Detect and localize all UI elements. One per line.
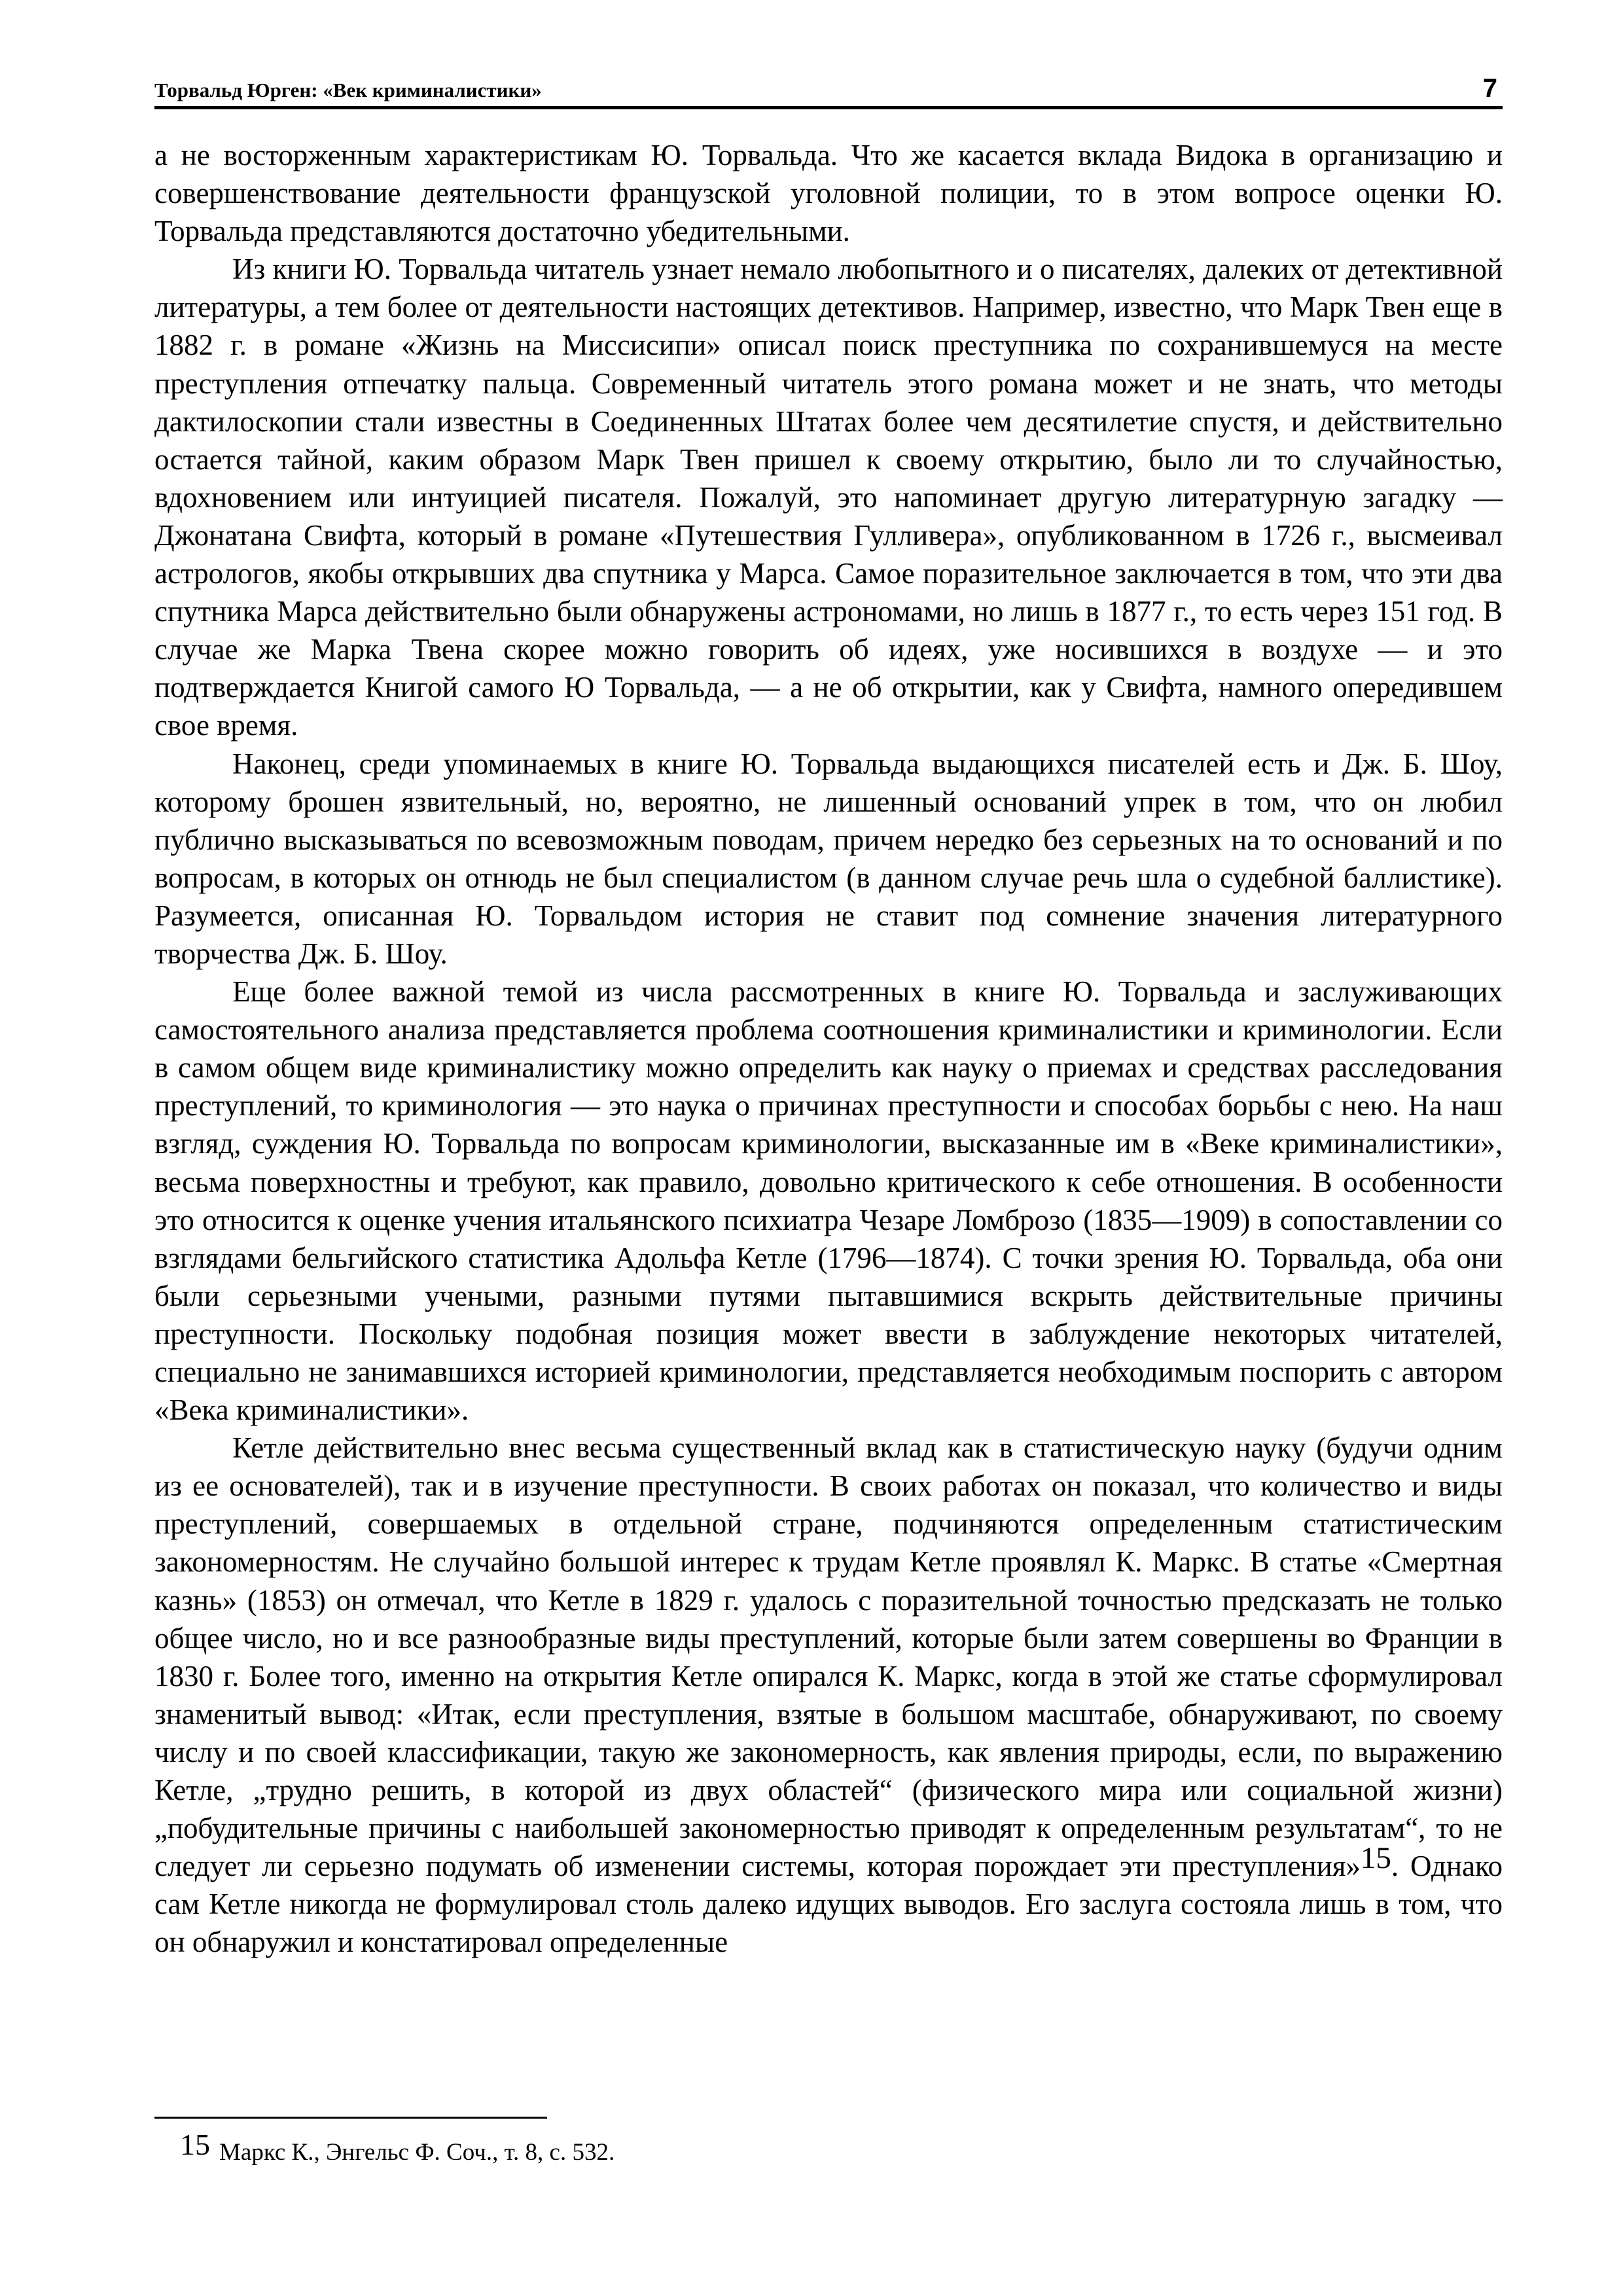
paragraph-4: Еще более важной темой из числа рассмотренных в книге Ю. Торвальда и заслуживающих самостоятельного анализа представляется проблема соотношения криминалистики и криминологии. Если в самом общем виде криминалистику можно определить как науку о приемах и средствах расследования преступлений, то криминология — это наука о причинах преступности и способах борьбы с нею. На наш взгляд, суждения Ю. Торвальда по вопросам криминологии, высказанные им в «Веке криминалистики», весьма поверхностны и требуют, как правило, довольно критического к себе отношения. В особенности это относится к оценке учения итальянского психиатра Чезаре Ломброзо (1835—1909) в сопоставлении со взглядами бельгийского статистика Адольфа Кетле (1796—1874). С точки зрения Ю. Торвальда, оба они были серьезными учеными, разными путями пытавшимися вскрыть действительные причины преступности. Поскольку подобная позиция может ввести в заблуждение некоторых читателей, специально не занимавшихся историей криминологии, представляется необходимым поспорить с автором «Века криминалистики». xyxy=(154,975,1503,1427)
page-number: 7 xyxy=(1482,74,1497,103)
paragraph-1: а не восторженным характеристикам Ю. Торвальда. Что же касается вклада Видока в организацию и совершенствование деятельности французской уголовной полиции, то в этом вопросе оценки Ю. Торвальда представляются достаточно убедительными. xyxy=(154,139,1503,248)
footnote-number: 15 xyxy=(180,2128,210,2161)
footnote-reference[interactable]: 15 xyxy=(1360,1841,1391,1876)
paragraph-5-continuation: . Однако сам Кетле никогда не формулировал столь далеко идущих выводов. Его заслуга состояла лишь в том, что он обнаружил и констатировал определенные xyxy=(154,1850,1503,1959)
footnote-text: Маркс К., Энгельс Ф. Соч., т. 8, с. 532. xyxy=(219,2139,615,2166)
paragraph-3: Наконец, среди упоминаемых в книге Ю. Торвальда выдающихся писателей есть и Дж. Б. Шоу, которому брошен язвительный, но, вероятно, не лишенный оснований упрек в том, что он любил публично высказываться по всевозможным поводам, причем нередко без серьезных на то оснований и по вопросам, в которых он отнюдь не был специалистом (в данном случае речь шла о судебной баллистике). Разумеется, описанная Ю. Торвальдом история не ставит под сомнение значения литературного творчества Дж. Б. Шоу. xyxy=(154,747,1503,970)
footnote-divider xyxy=(154,2117,547,2119)
footnote xyxy=(180,2128,615,2167)
header-title: Торвальд Юрген: «Век криминалистики» xyxy=(154,79,542,101)
running-header xyxy=(154,73,1503,109)
paragraph-2: Из книги Ю. Торвальда читатель узнает немало любопытного и о писателях, далеких от детективной литературы, а тем более от деятельности настоящих детективов. Например, известно, что Марк Твен еще в 1882 г. в романе «Жизнь на Миссисипи» описал поиск преступника по сохранившемуся на месте преступления отпечатку пальца. Современный читатель этого романа может и не знать, что методы дактилоскопии стали известны в Соединенных Штатах более чем десятилетие спустя, и действительно остается тайной, каким образом Марк Твен пришел к своему открытию, было ли то случайностью, вдохновением или интуицией писателя. Пожалуй, это напоминает другую литературную загадку — Джонатана Свифта, который в романе «Путешествия Гулливера», опубликованном в 1726 г., высмеивал астрологов, якобы открывших два спутника у Марса. Самое поразительное заключается в том, что эти два спутника Марса действительно были обнаружены астрономами, но лишь в 1877 г., то есть через 151 год. В случае же Марка Твена скорее можно говорить об идеях, уже носившихся в воздухе — и это подтверждается Книгой самого Ю Торвальда, — а не об открытии, как у Свифта, намного опередившем свое время. xyxy=(154,253,1503,742)
body-text xyxy=(154,136,1503,1962)
paragraph-5 xyxy=(154,1429,1503,1961)
paragraph-5-text: Кетле действительно внес весьма существенный вклад как в статистическую науку (будучи одним из ее основателей), так и в изучение преступности. В своих работах он показал, что количество и виды преступлений, совершаемых в отдельной стране, подчиняются определенным статистическим закономерностям. Не случайно большой интерес к трудам Кетле проявлял К. Маркс. В статье «Смертная казнь» (1853) он отмечал, что Кетле в 1829 г. удалось с поразительной точностью предсказать не только общее число, но и все разнообразные виды преступлений, которые были затем совершены во Франции в 1830 г. Более того, именно на открытия Кетле опирался К. Маркс, когда в этой же статье сформулировал знаменитый вывод: «Итак, если преступления, взятые в большом масштабе, обнаруживают, по своему числу и по своей классификации, такую же закономерность, как явления природы, если, по выражению Кетле, „трудно решить, в которой из двух областей“ (физического мира или социальной жизни) „побудительные причины с наибольшей закономерностью приводят к определенным результатам“, то не следует ли серьезно подумать об изменении системы, которая порождает эти преступления» xyxy=(154,1431,1503,1883)
